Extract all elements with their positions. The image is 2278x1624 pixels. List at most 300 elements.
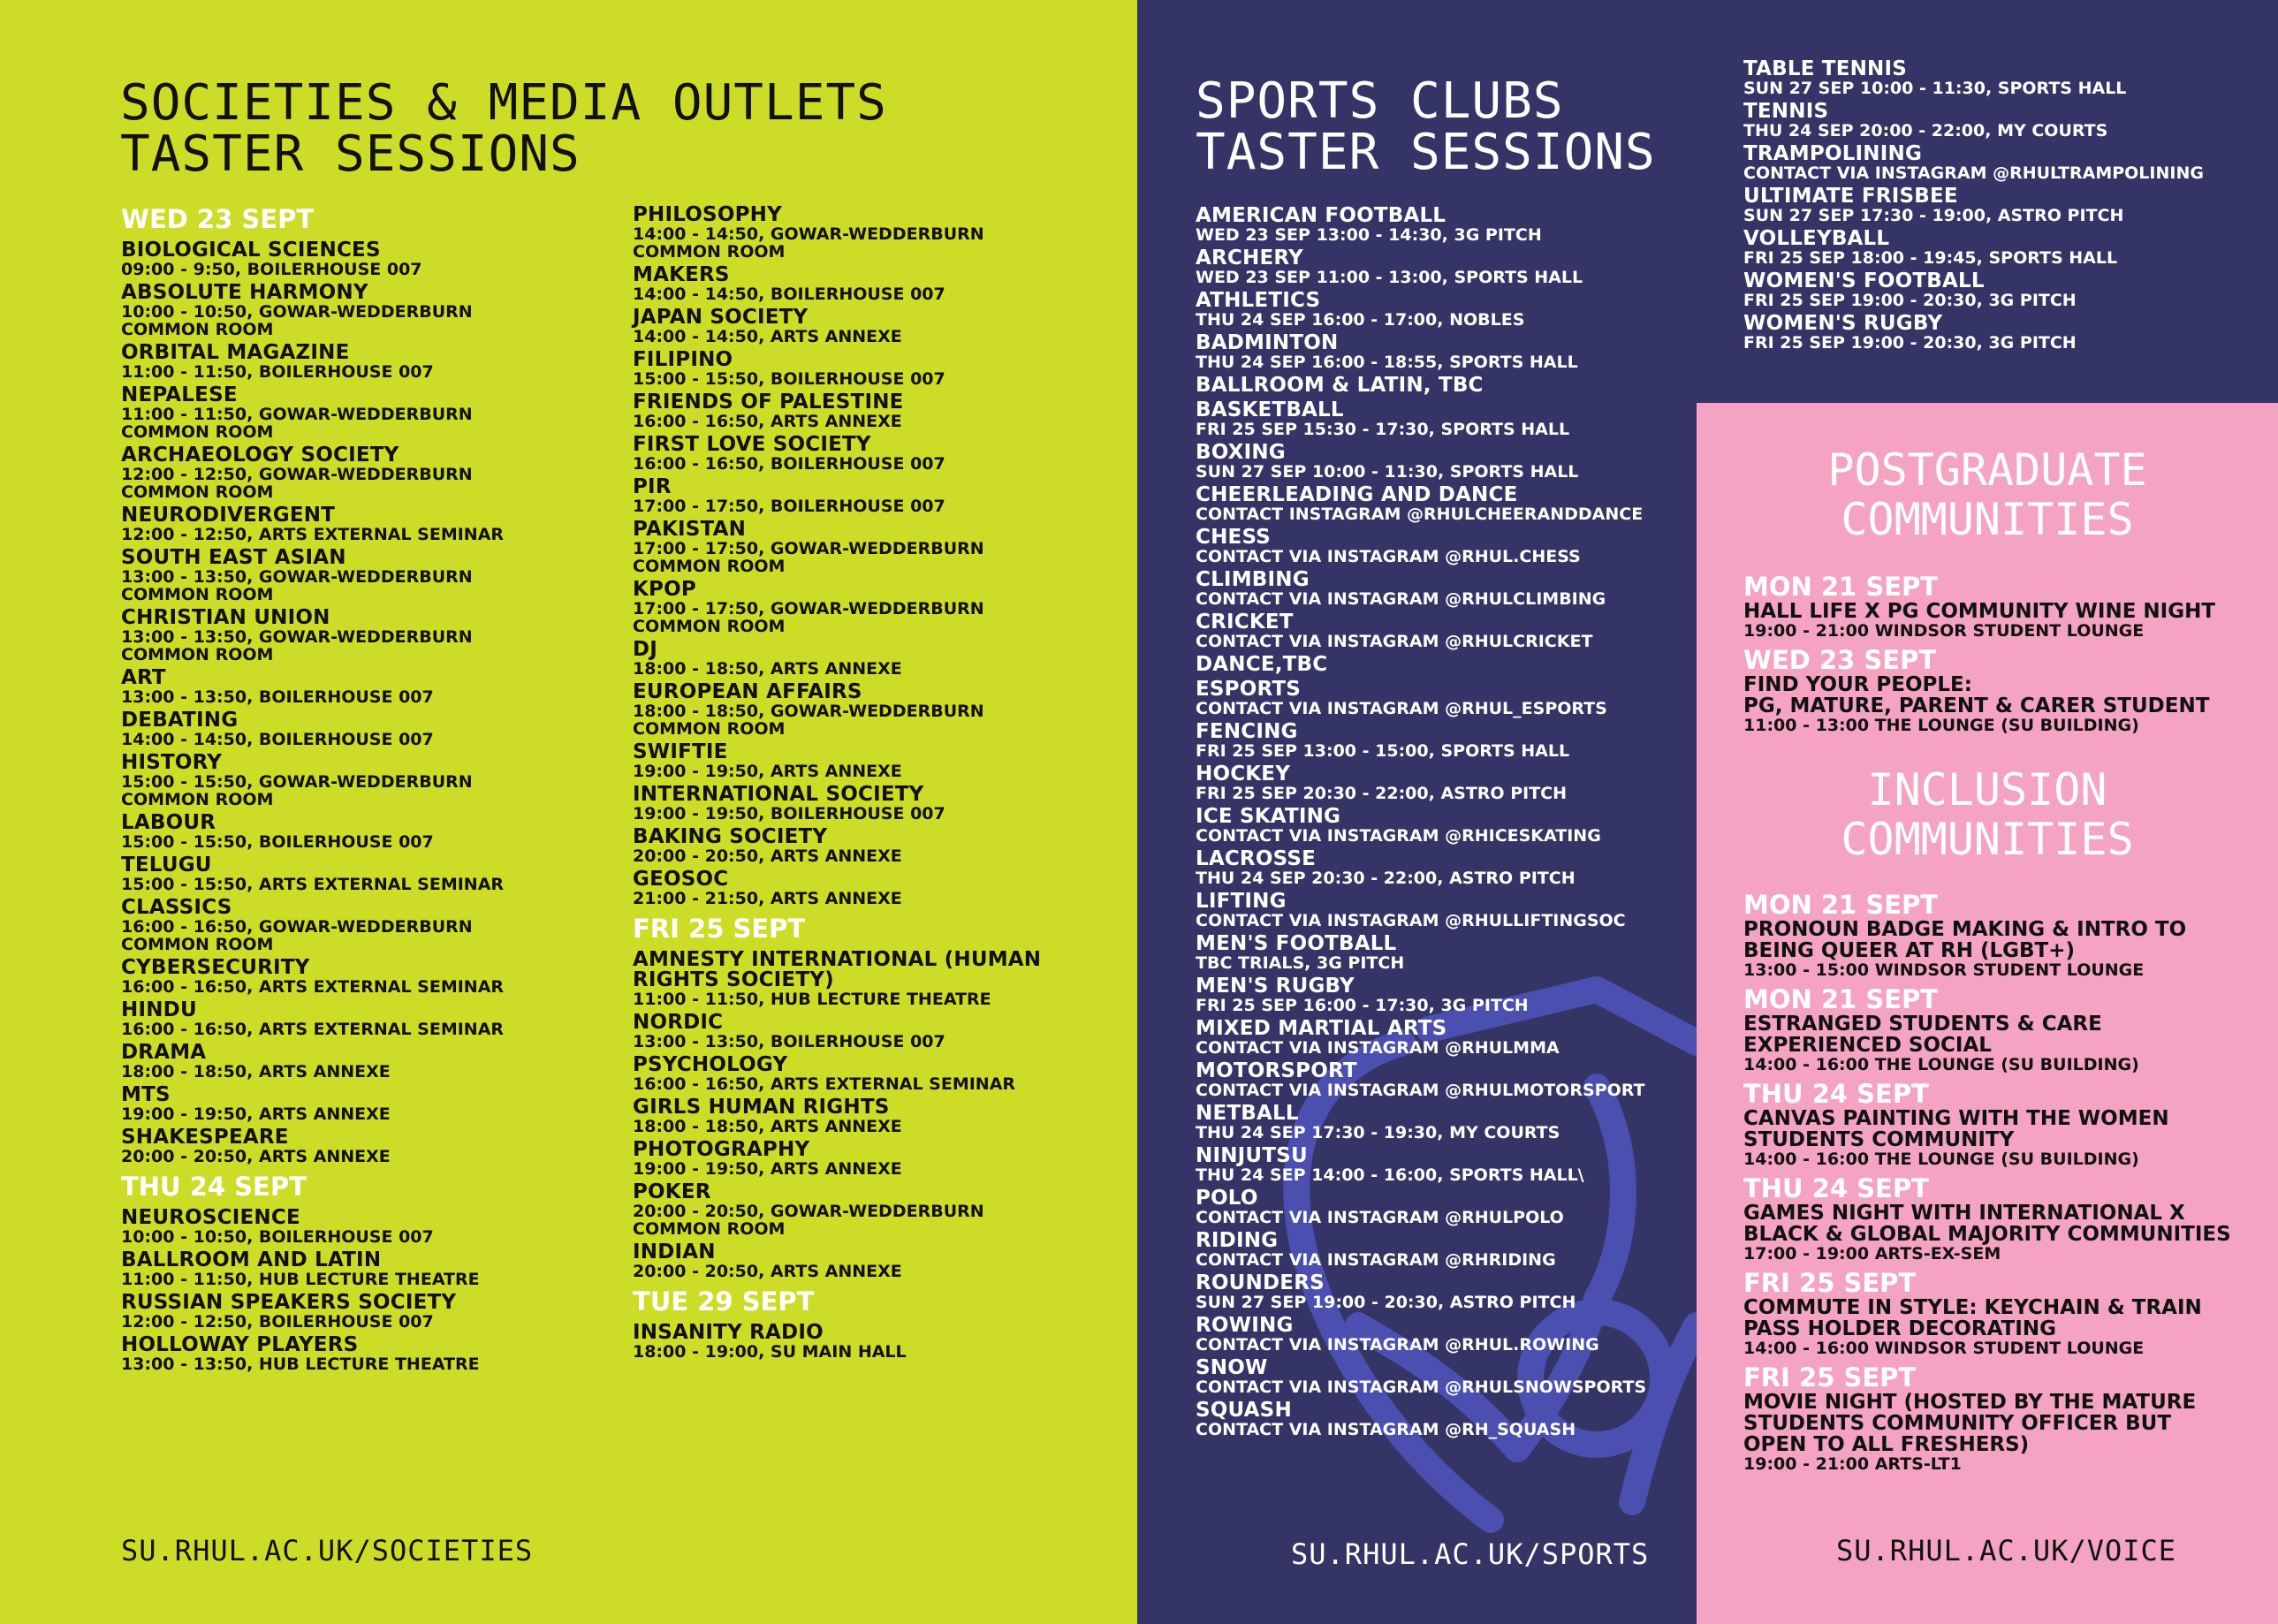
community-name: PG, MATURE, PARENT & CARER STUDENT [1743, 694, 2210, 717]
item-detail: 16:00 - 16:50, GOWAR-WEDDERBURN [121, 917, 473, 937]
item-detail: 16:00 - 16:50, BOILERHOUSE 007 [633, 454, 945, 474]
communities-panel [1697, 403, 2278, 1624]
item-detail: 16:00 - 16:50, ARTS EXTERNAL SEMINAR [121, 1020, 505, 1039]
list-item [633, 682, 1128, 738]
list-item [1743, 228, 2274, 267]
item-name: DJ [633, 638, 658, 661]
item-name: MTS [121, 1083, 171, 1106]
list-item [633, 640, 1128, 678]
item-detail: FRI 25 SEP 18:00 - 19:45, SPORTS HALL [1743, 248, 2118, 268]
list-item [121, 385, 616, 441]
item-detail: 19:00 - 19:50, ARTS ANNEXE [633, 1159, 902, 1179]
item-name: DRAMA [121, 1041, 207, 1064]
item-name: CHRISTIAN UNION [121, 606, 330, 629]
list-item [1196, 1188, 1690, 1226]
item-detail: 17:00 - 17:50, GOWAR-WEDDERBURN [633, 539, 984, 558]
item-name: MIXED MARTIAL ARTS [1196, 1017, 1447, 1040]
item-name: INDIAN [633, 1241, 716, 1264]
societies-column-2 [633, 205, 1128, 1365]
item-name: SHAKESPEARE [121, 1126, 289, 1149]
item-name: ORBITAL MAGAZINE [121, 341, 350, 364]
list-item [121, 343, 616, 381]
list-item [121, 240, 616, 278]
list-item [121, 898, 616, 953]
item-name: JAPAN SOCIETY [633, 306, 809, 329]
postgraduate-title-line-2: COMMUNITIES [1841, 494, 2134, 545]
item-name: ARCHERY [1196, 247, 1303, 269]
item-name: RIDING [1196, 1229, 1279, 1252]
item-detail: 18:00 - 18:50, ARTS ANNEXE [633, 1117, 902, 1136]
item-name: NEPALESE [121, 383, 238, 406]
item-detail: CONTACT VIA INSTAGRAM @RHULLIFTINGSOC [1196, 911, 1626, 930]
item-name: ARCHAEOLOGY SOCIETY [121, 444, 399, 467]
list-item [633, 580, 1128, 635]
list-item [121, 813, 616, 851]
societies-url[interactable]: SU.RHUL.AC.UK/SOCIETIES [121, 1534, 534, 1567]
day-heading: FRI 25 SEPT [633, 914, 806, 944]
list-item [121, 1043, 616, 1081]
item-detail: THU 24 SEP 20:30 - 22:00, ASTRO PITCH [1196, 869, 1576, 888]
item-detail: 19:00 - 19:50, BOILERHOUSE 007 [633, 804, 945, 823]
inclusion-list [1743, 885, 2274, 1476]
community-name: CANVAS PAINTING WITH THE WOMEN [1743, 1107, 2169, 1130]
item-detail: 20:00 - 20:50, ARTS ANNEXE [633, 1262, 902, 1281]
voice-url[interactable]: SU.RHUL.AC.UK/VOICE [1836, 1534, 2177, 1567]
item-detail: CONTACT VIA INSTAGRAM @RHULMOTORSPORT [1196, 1081, 1645, 1100]
community-name: STUDENTS COMMUNITY [1743, 1128, 2015, 1151]
sports-title-line-2: TASTER SESSIONS [1196, 124, 1656, 181]
list-item [1196, 1400, 1690, 1438]
day-heading: WED 23 SEPT [121, 204, 315, 234]
item-name: KPOP [633, 578, 696, 601]
item-name: NINJUTSU [1196, 1144, 1308, 1167]
community-day: WED 23 SEPT [1743, 645, 1937, 675]
inclusion-title [1697, 765, 2278, 864]
item-name: NETBALL [1196, 1102, 1299, 1125]
item-detail: THU 24 SEP 20:00 - 22:00, MY COURTS [1743, 121, 2108, 140]
item-name: PIR [633, 475, 672, 498]
sports-url[interactable]: SU.RHUL.AC.UK/SPORTS [1291, 1537, 1650, 1571]
community-item [1743, 891, 2274, 980]
item-detail: 10:00 - 10:50, GOWAR-WEDDERBURN [121, 302, 473, 322]
list-item [1743, 313, 2274, 352]
list-item [1196, 721, 1690, 760]
list-item [1196, 484, 1690, 523]
community-name: EXPERIENCED SOCIAL [1743, 1034, 1992, 1057]
item-name: ESPORTS [1196, 678, 1302, 701]
community-name: BEING QUEER AT RH (LGBT+) [1743, 939, 2076, 962]
list-item [633, 477, 1128, 515]
list-item [633, 742, 1128, 780]
item-name: BASKETBALL [1196, 398, 1344, 421]
item-detail: COMMON ROOM [633, 557, 786, 576]
list-item [1196, 1315, 1690, 1354]
item-name: SNOW [1196, 1356, 1268, 1379]
list-item [1196, 1272, 1690, 1311]
community-day: MON 21 SEPT [1743, 572, 1939, 602]
list-item [633, 1182, 1128, 1238]
item-name: MEN'S FOOTBALL [1196, 932, 1397, 955]
item-name: TELUGU [121, 854, 212, 877]
item-name: ABSOLUTE HARMONY [121, 281, 368, 304]
item-name: NORDIC [633, 1011, 724, 1034]
item-detail: CONTACT VIA INSTAGRAM @RHUL_ESPORTS [1196, 699, 1607, 718]
list-item [121, 855, 616, 893]
list-item [633, 392, 1128, 430]
item-detail: 19:00 - 19:50, ARTS ANNEXE [121, 1104, 391, 1124]
item-detail: 13:00 - 13:50, HUB LECTURE THEATRE [121, 1355, 480, 1374]
community-name: HALL LIFE X PG COMMUNITY WINE NIGHT [1743, 600, 2216, 623]
item-detail: 20:00 - 20:50, GOWAR-WEDDERBURN [633, 1202, 984, 1221]
list-item [633, 435, 1128, 473]
sports-column-1 [1196, 205, 1690, 1442]
list-item [633, 1242, 1128, 1280]
list-item [121, 1127, 616, 1165]
item-detail: THU 24 SEP 14:00 - 16:00, SPORTS HALL\ [1196, 1165, 1584, 1185]
item-detail: 11:00 - 11:50, HUB LECTURE THEATRE [633, 990, 991, 1009]
community-name: BLACK & GLOBAL MAJORITY COMMUNITIES [1743, 1223, 2231, 1246]
list-item [633, 1323, 1128, 1361]
item-name: SOUTH EAST ASIAN [121, 546, 346, 569]
item-detail: SUN 27 SEP 10:00 - 11:30, SPORTS HALL [1196, 462, 1579, 482]
item-detail: COMMON ROOM [121, 790, 274, 809]
item-name: ATHLETICS [1196, 289, 1321, 312]
item-name: AMERICAN FOOTBALL [1196, 204, 1447, 227]
item-detail: 12:00 - 12:50, BOILERHOUSE 007 [121, 1312, 434, 1332]
list-item [1196, 442, 1690, 481]
list-item [633, 205, 1128, 261]
item-detail: 15:00 - 15:50, GOWAR-WEDDERBURN [121, 772, 473, 792]
item-name: LACROSSE [1196, 847, 1317, 870]
sports-panel-continued [1697, 0, 2278, 403]
community-name: MOVIE NIGHT (HOSTED BY THE MATURE [1743, 1391, 2197, 1414]
item-detail: COMMON ROOM [633, 719, 786, 739]
item-detail: COMMON ROOM [121, 585, 274, 604]
list-item [1196, 1145, 1690, 1184]
item-detail: THU 24 SEP 16:00 - 18:55, SPORTS HALL [1196, 353, 1578, 372]
list-item [633, 307, 1128, 345]
item-name: FENCING [1196, 720, 1298, 743]
item-detail: CONTACT VIA INSTAGRAM @RHULCRICKET [1196, 632, 1593, 651]
item-detail: 10:00 - 10:50, BOILERHOUSE 007 [121, 1227, 434, 1247]
list-item [121, 1208, 616, 1246]
community-day: MON 21 SEPT [1743, 890, 1939, 920]
item-name: BALLROOM AND LATIN [121, 1248, 382, 1271]
community-name: GAMES NIGHT WITH INTERNATIONAL X [1743, 1202, 2185, 1225]
list-item [121, 445, 616, 501]
item-detail: CONTACT VIA INSTAGRAM @RHULCLIMBING [1196, 589, 1606, 609]
item-detail: COMMON ROOM [633, 617, 786, 636]
community-item [1743, 1269, 2274, 1358]
item-name: MAKERS [633, 263, 730, 286]
community-name: PRONOUN BADGE MAKING & INTRO TO [1743, 918, 2187, 941]
item-detail: COMMON ROOM [121, 422, 274, 442]
community-day: THU 24 SEPT [1743, 1079, 1929, 1109]
item-detail: THU 24 SEP 16:00 - 17:00, NOBLES [1196, 310, 1525, 330]
sports-title-line-1: SPORTS CLUBS [1196, 72, 1564, 130]
sports-title [1196, 72, 1656, 181]
item-detail: COMMON ROOM [121, 482, 274, 502]
item-name: FILIPINO [633, 348, 733, 371]
item-name: VOLLEYBALL [1743, 227, 1890, 250]
item-detail: FRI 25 SEP 19:00 - 20:30, 3G PITCH [1743, 291, 2077, 310]
list-item [1196, 1230, 1690, 1269]
item-name: CYBERSECURITY [121, 956, 310, 979]
item-detail: 12:00 - 12:50, GOWAR-WEDDERBURN [121, 465, 473, 484]
item-detail: 18:00 - 18:50, GOWAR-WEDDERBURN [633, 702, 984, 721]
item-detail: 19:00 - 19:50, ARTS ANNEXE [633, 762, 902, 781]
list-item [1196, 933, 1690, 972]
item-detail: 11:00 - 11:50, BOILERHOUSE 007 [121, 362, 434, 382]
item-name: CRICKET [1196, 611, 1294, 634]
item-detail: 15:00 - 15:50, BOILERHOUSE 007 [633, 369, 945, 389]
community-name: OPEN TO ALL FRESHERS) [1743, 1433, 2030, 1456]
item-detail: 15:00 - 15:50, ARTS EXTERNAL SEMINAR [121, 875, 505, 894]
item-detail: FRI 25 SEP 20:30 - 22:00, ASTRO PITCH [1196, 784, 1568, 803]
list-item [633, 1097, 1128, 1135]
item-name: HOCKEY [1196, 763, 1291, 785]
item-detail: SUN 27 SEP 17:30 - 19:00, ASTRO PITCH [1743, 206, 2124, 225]
list-item [633, 785, 1128, 823]
item-detail: 18:00 - 19:00, SU MAIN HALL [633, 1342, 907, 1362]
community-name: FIND YOUR PEOPLE: [1743, 673, 1972, 696]
community-detail: 19:00 - 21:00 WINDSOR STUDENT LOUNGE [1743, 621, 2145, 641]
community-day: MON 21 SEPT [1743, 984, 1939, 1014]
list-item [1196, 290, 1690, 329]
community-day: FRI 25 SEPT [1743, 1362, 1917, 1393]
item-detail: COMMON ROOM [633, 1219, 786, 1239]
item-detail: COMMON ROOM [121, 320, 274, 339]
societies-panel [0, 0, 1137, 1624]
item-detail: FRI 25 SEP 16:00 - 17:30, 3G PITCH [1196, 996, 1529, 1015]
community-detail: 17:00 - 19:00 ARTS-EX-SEM [1743, 1244, 2001, 1264]
community-detail: 19:00 - 21:00 ARTS-LT1 [1743, 1454, 1962, 1474]
item-name: MEN'S RUGBY [1196, 975, 1355, 998]
postgraduate-title-line-1: POSTGRADUATE [1827, 444, 2147, 496]
list-item [121, 283, 616, 338]
list-item [1743, 101, 2274, 140]
item-detail: 20:00 - 20:50, ARTS ANNEXE [633, 846, 902, 866]
list-item [1743, 58, 2274, 97]
list-item [1196, 247, 1690, 286]
item-name: PHOTOGRAPHY [633, 1138, 810, 1161]
item-detail: 14:00 - 14:50, BOILERHOUSE 007 [633, 285, 945, 304]
item-detail: 20:00 - 20:50, ARTS ANNEXE [121, 1147, 391, 1166]
list-item [1196, 806, 1690, 845]
item-detail: COMMON ROOM [633, 242, 786, 262]
item-name: MOTORSPORT [1196, 1059, 1357, 1082]
societies-title [120, 74, 887, 183]
item-name: WOMEN'S FOOTBALL [1743, 269, 1985, 292]
item-detail: 18:00 - 18:50, ARTS ANNEXE [633, 659, 902, 679]
item-name: GIRLS HUMAN RIGHTS [633, 1096, 890, 1119]
item-name: ROUNDERS [1196, 1271, 1325, 1294]
item-detail: 09:00 - 9:50, BOILERHOUSE 007 [121, 260, 422, 279]
societies-title-line-1: SOCIETIES & MEDIA OUTLETS [120, 74, 887, 132]
item-detail: CONTACT VIA INSTAGRAM @RHICESKATING [1196, 826, 1601, 846]
list-item [633, 1140, 1128, 1178]
list-item [1196, 679, 1690, 717]
item-detail: 14:00 - 14:50, BOILERHOUSE 007 [121, 730, 434, 749]
item-detail: CONTACT VIA INSTAGRAM @RHRIDING [1196, 1250, 1556, 1270]
list-item [1196, 848, 1690, 887]
list-item [1196, 611, 1690, 650]
item-detail: TBC TRIALS, 3G PITCH [1196, 953, 1405, 973]
item-name: EUROPEAN AFFAIRS [633, 680, 862, 703]
inclusion-title-line-1: INCLUSION [1867, 764, 2107, 816]
community-day: FRI 25 SEPT [1743, 1268, 1917, 1298]
community-name: PASS HOLDER DECORATING [1743, 1317, 2056, 1340]
list-item [121, 958, 616, 996]
list-item [1743, 186, 2274, 224]
community-item [1743, 1174, 2274, 1264]
community-item [1743, 573, 2274, 641]
item-name: GEOSOC [633, 868, 729, 891]
community-detail: 13:00 - 15:00 WINDSOR STUDENT LOUNGE [1743, 960, 2145, 980]
item-name: BIOLOGICAL SCIENCES [121, 239, 381, 262]
item-detail: 11:00 - 11:50, HUB LECTURE THEATRE [121, 1270, 480, 1289]
item-detail: 16:00 - 16:50, ARTS EXTERNAL SEMINAR [121, 977, 505, 997]
list-item [633, 950, 1128, 1008]
item-detail: 14:00 - 14:50, GOWAR-WEDDERBURN [633, 224, 984, 244]
list-item [1196, 1060, 1690, 1099]
list-item [1196, 1357, 1690, 1396]
item-name: WOMEN'S RUGBY [1743, 312, 1943, 335]
item-detail: 21:00 - 21:50, ARTS ANNEXE [633, 889, 902, 908]
item-name: HINDU [121, 998, 197, 1021]
item-name: LIFTING [1196, 890, 1287, 913]
item-name: AMNESTY INTERNATIONAL (HUMAN RIGHTS SOCIETY) [633, 948, 1042, 991]
item-detail: FRI 25 SEP 15:30 - 17:30, SPORTS HALL [1196, 420, 1570, 439]
item-name: CHESS [1196, 526, 1271, 549]
societies-column-1 [121, 205, 616, 1377]
list-item [121, 1293, 616, 1331]
item-name: BADMINTON [1196, 331, 1339, 354]
item-name: BAKING SOCIETY [633, 825, 828, 848]
item-name: LABOUR [121, 811, 216, 834]
item-name: ICE SKATING [1196, 805, 1341, 828]
list-item [1196, 332, 1690, 371]
community-item [1743, 1363, 2274, 1474]
item-detail: COMMON ROOM [121, 645, 274, 664]
community-day: THU 24 SEPT [1743, 1173, 1929, 1203]
item-detail: CONTACT VIA INSTAGRAM @RHUL.CHESS [1196, 547, 1581, 566]
item-name: FIRST LOVE SOCIETY [633, 433, 871, 456]
item-name: PSYCHOLOGY [633, 1053, 788, 1076]
item-detail: THU 24 SEP 17:30 - 19:30, MY COURTS [1196, 1123, 1560, 1142]
list-item [1196, 399, 1690, 438]
item-detail: FRI 25 SEP 19:00 - 20:30, 3G PITCH [1743, 333, 2077, 353]
item-name: PHILOSOPHY [633, 203, 782, 226]
item-detail: 13:00 - 13:50, BOILERHOUSE 007 [633, 1032, 945, 1051]
item-name: INTERNATIONAL SOCIETY [633, 783, 924, 806]
list-item [121, 608, 616, 664]
item-detail: CONTACT INSTAGRAM @RHULCHEERANDDANCE [1196, 505, 1644, 524]
community-item [1743, 646, 2274, 735]
list-item [121, 1250, 616, 1288]
item-name: CLIMBING [1196, 568, 1310, 591]
item-detail: 12:00 - 12:50, ARTS EXTERNAL SEMINAR [121, 525, 505, 544]
item-name: CLASSICS [121, 896, 232, 919]
list-item [121, 505, 616, 543]
list-item [121, 1085, 616, 1123]
postgraduate-list [1743, 567, 2274, 737]
item-detail: 13:00 - 13:50, GOWAR-WEDDERBURN [121, 567, 473, 587]
item-detail: 11:00 - 11:50, GOWAR-WEDDERBURN [121, 405, 473, 424]
item-name: NEURODIVERGENT [121, 504, 336, 527]
item-name: TENNIS [1743, 100, 1829, 123]
community-detail: 14:00 - 16:00 THE LOUNGE (SU BUILDING) [1743, 1150, 2139, 1169]
item-detail: 16:00 - 16:50, ARTS EXTERNAL SEMINAR [633, 1074, 1016, 1094]
item-detail: 13:00 - 13:50, GOWAR-WEDDERBURN [121, 627, 473, 647]
item-detail: COMMON ROOM [121, 935, 274, 954]
list-item [1743, 270, 2274, 309]
community-item [1743, 985, 2274, 1074]
list-item [1743, 143, 2274, 182]
item-name: POLO [1196, 1187, 1258, 1210]
item-name: FRIENDS OF PALESTINE [633, 391, 904, 414]
item-detail: CONTACT VIA INSTAGRAM @RHULMMA [1196, 1038, 1560, 1058]
list-item [633, 350, 1128, 388]
inclusion-title-line-2: COMMUNITIES [1841, 814, 2134, 865]
list-item [1196, 527, 1690, 565]
community-name: STUDENTS COMMUNITY OFFICER BUT [1743, 1412, 2172, 1435]
item-name: SQUASH [1196, 1399, 1292, 1422]
list-item [633, 1055, 1128, 1093]
list-item [1196, 1018, 1690, 1057]
item-detail: WED 23 SEP 13:00 - 14:30, 3G PITCH [1196, 225, 1542, 245]
item-detail: CONTACT VIA INSTAGRAM @RHULSNOWSPORTS [1196, 1377, 1647, 1397]
list-item [1196, 654, 1690, 675]
list-item [633, 1013, 1128, 1051]
item-detail: 17:00 - 17:50, BOILERHOUSE 007 [633, 497, 945, 516]
item-detail: FRI 25 SEP 13:00 - 15:00, SPORTS HALL [1196, 741, 1570, 761]
list-item [1196, 569, 1690, 608]
item-detail: SUN 27 SEP 19:00 - 20:30, ASTRO PITCH [1196, 1293, 1576, 1312]
item-detail: CONTACT VIA INSTAGRAM @RHULTRAMPOLINING [1743, 163, 2204, 183]
list-item [121, 1335, 616, 1373]
list-item [121, 1000, 616, 1038]
community-name: COMMUTE IN STYLE: KEYCHAIN & TRAIN [1743, 1296, 2202, 1319]
item-name: BALLROOM & LATIN, TBC [1196, 374, 1484, 397]
item-name: BOXING [1196, 441, 1286, 464]
list-item [121, 710, 616, 748]
community-detail: 11:00 - 13:00 THE LOUNGE (SU BUILDING) [1743, 716, 2139, 735]
postgraduate-title [1697, 445, 2278, 544]
item-detail: 15:00 - 15:50, BOILERHOUSE 007 [121, 832, 434, 852]
sports-column-2 [1743, 58, 2274, 355]
item-name: ROWING [1196, 1314, 1294, 1337]
list-item [1196, 205, 1690, 244]
item-detail: CONTACT VIA INSTAGRAM @RHULPOLO [1196, 1208, 1564, 1227]
day-heading: THU 24 SEPT [121, 1172, 307, 1202]
item-detail: 18:00 - 18:50, ARTS ANNEXE [121, 1062, 391, 1081]
item-name: TABLE TENNIS [1743, 57, 1908, 80]
community-name: ESTRANGED STUDENTS & CARE [1743, 1013, 2102, 1036]
item-name: POKER [633, 1180, 711, 1203]
item-name: RUSSIAN SPEAKERS SOCIETY [121, 1291, 457, 1314]
item-name: SWIFTIE [633, 740, 728, 763]
list-item [1196, 891, 1690, 930]
societies-title-line-2: TASTER SESSIONS [120, 125, 581, 183]
item-name: ULTIMATE FRISBEE [1743, 185, 1958, 208]
item-name: HOLLOWAY PLAYERS [121, 1333, 359, 1356]
item-name: DEBATING [121, 709, 239, 732]
list-item [1196, 1103, 1690, 1142]
item-detail: CONTACT VIA INSTAGRAM @RHUL.ROWING [1196, 1335, 1599, 1355]
item-name: INSANITY RADIO [633, 1321, 824, 1344]
item-detail: 14:00 - 14:50, ARTS ANNEXE [633, 327, 902, 346]
